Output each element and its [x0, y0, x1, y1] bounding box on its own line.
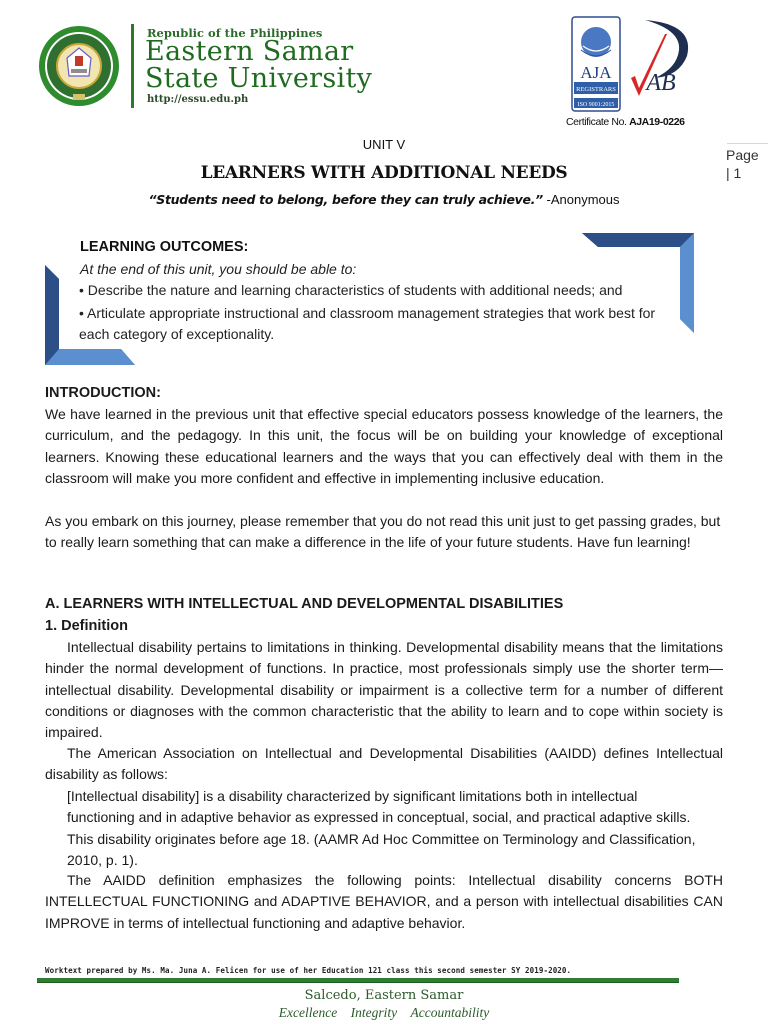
- learning-outcomes-heading: LEARNING OUTCOMES:: [80, 239, 249, 255]
- university-url-link[interactable]: http://essu.edu.ph: [147, 94, 249, 105]
- aaidd-blockquote: [Intellectual disability] is a disability characterized by significant limitations both in intellectual functioning and in adaptive behavior as expressed in conceptual, social, and practical adaptive skills. This disability originates before age 18. (AAMR Ad Hoc Committee on Terminology and Classification, 2010, p. 1).: [67, 788, 696, 868]
- motto-integrity: Integrity: [350, 1005, 398, 1020]
- epigraph: [0, 192, 768, 207]
- republic-label: Republic of the Philippines: [147, 26, 323, 40]
- certificate-number: [566, 116, 685, 128]
- university-name-line1: Eastern Samar: [145, 36, 354, 67]
- epigraph-author: -Anonymous: [542, 192, 620, 207]
- university-seal-logo: [33, 22, 125, 110]
- learning-outcome-item: • Articulate appropriate instructional and classroom management strategies that work best for each category of exceptionality.: [79, 305, 656, 342]
- subsection-heading: 1. Definition: [45, 618, 128, 634]
- page-title: LEARNERS WITH ADDITIONAL NEEDS: [200, 163, 568, 183]
- footer-motto: [0, 1005, 768, 1021]
- introduction-paragraph: We have learned in the previous unit that effective special educators possess knowledge of the learners, the curriculum, and the pedagogy. In this unit, the focus will be on building your knowledge of exceptional learners. Knowing these educational learners and the ways that you can effectively deal with them in the classroom will make you more confident and effective in implementing inclusive education.: [45, 406, 723, 486]
- svg-text:REGISTRARS: REGISTRARS: [576, 86, 616, 93]
- unit-label: UNIT V: [362, 137, 406, 152]
- learning-outcomes-intro: At the end of this unit, you should be able to:: [80, 261, 357, 277]
- footer-location: Salcedo, Eastern Samar: [304, 988, 464, 1003]
- introduction-paragraph: As you embark on this journey, please remember that you do not read this unit just to get passing grades, but to really learn something that can make a difference in the life of your future students. Have fun learning!: [45, 513, 721, 551]
- motto-accountability: Accountability: [410, 1005, 490, 1020]
- introduction-heading: INTRODUCTION:: [45, 385, 161, 401]
- page-label: Page: [726, 147, 759, 163]
- university-name-line2: State University: [145, 63, 373, 94]
- definition-paragraph: Intellectual disability pertains to limitations in thinking. Developmental disability means that the limitations hinder the normal development of functions. In practice, most professionals simply use the shorter term—intellectual disability. Developmental disability or impairment is a collective term for a number of different conditions or diagnoses with the common characteristic that the ability to learn and to cope within society is impaired.: [45, 639, 723, 741]
- aja-registrars-logo: [571, 16, 621, 112]
- page-number: | 1: [726, 165, 742, 181]
- jab-accreditation-logo: [625, 16, 695, 112]
- learning-outcome-item: • Describe the nature and learning characteristics of students with additional needs; and: [79, 282, 623, 298]
- closing-paragraph: The AAIDD definition emphasizes the following points: Intellectual disability concerns BOTH INTELLECTUAL FUNCTIONING and ADAPTIVE BEHAVIOR, and a person with intellectual disabilities CAN IMPROVE in terms of intellectual functioning and adaptive behavior.: [45, 872, 723, 931]
- svg-text:ISO 9001:2015: ISO 9001:2015: [577, 102, 615, 108]
- svg-text:AB: AB: [646, 70, 676, 96]
- certificate-value: AJA19-0226: [629, 116, 685, 128]
- epigraph-quote: “Students need to belong, before they can truly achieve.”: [148, 192, 543, 207]
- definition-paragraph: The American Association on Intellectual and Developmental Disabilities (AAIDD) defines Intellectual disability as follows:: [45, 745, 723, 783]
- header-divider: [131, 24, 134, 108]
- section-heading: A. LEARNERS WITH INTELLECTUAL AND DEVELOPMENTAL DISABILITIES: [45, 596, 564, 612]
- footer-rule: [37, 978, 679, 983]
- certificate-label: Certificate No.: [566, 116, 627, 128]
- motto-excellence: Excellence: [278, 1005, 338, 1020]
- svg-text:AJA: AJA: [580, 63, 612, 82]
- footer-note: Worktext prepared by Ms. Ma. Juna A. Felicen for use of her Education 121 class this second semester SY 2019-2020.: [45, 966, 572, 975]
